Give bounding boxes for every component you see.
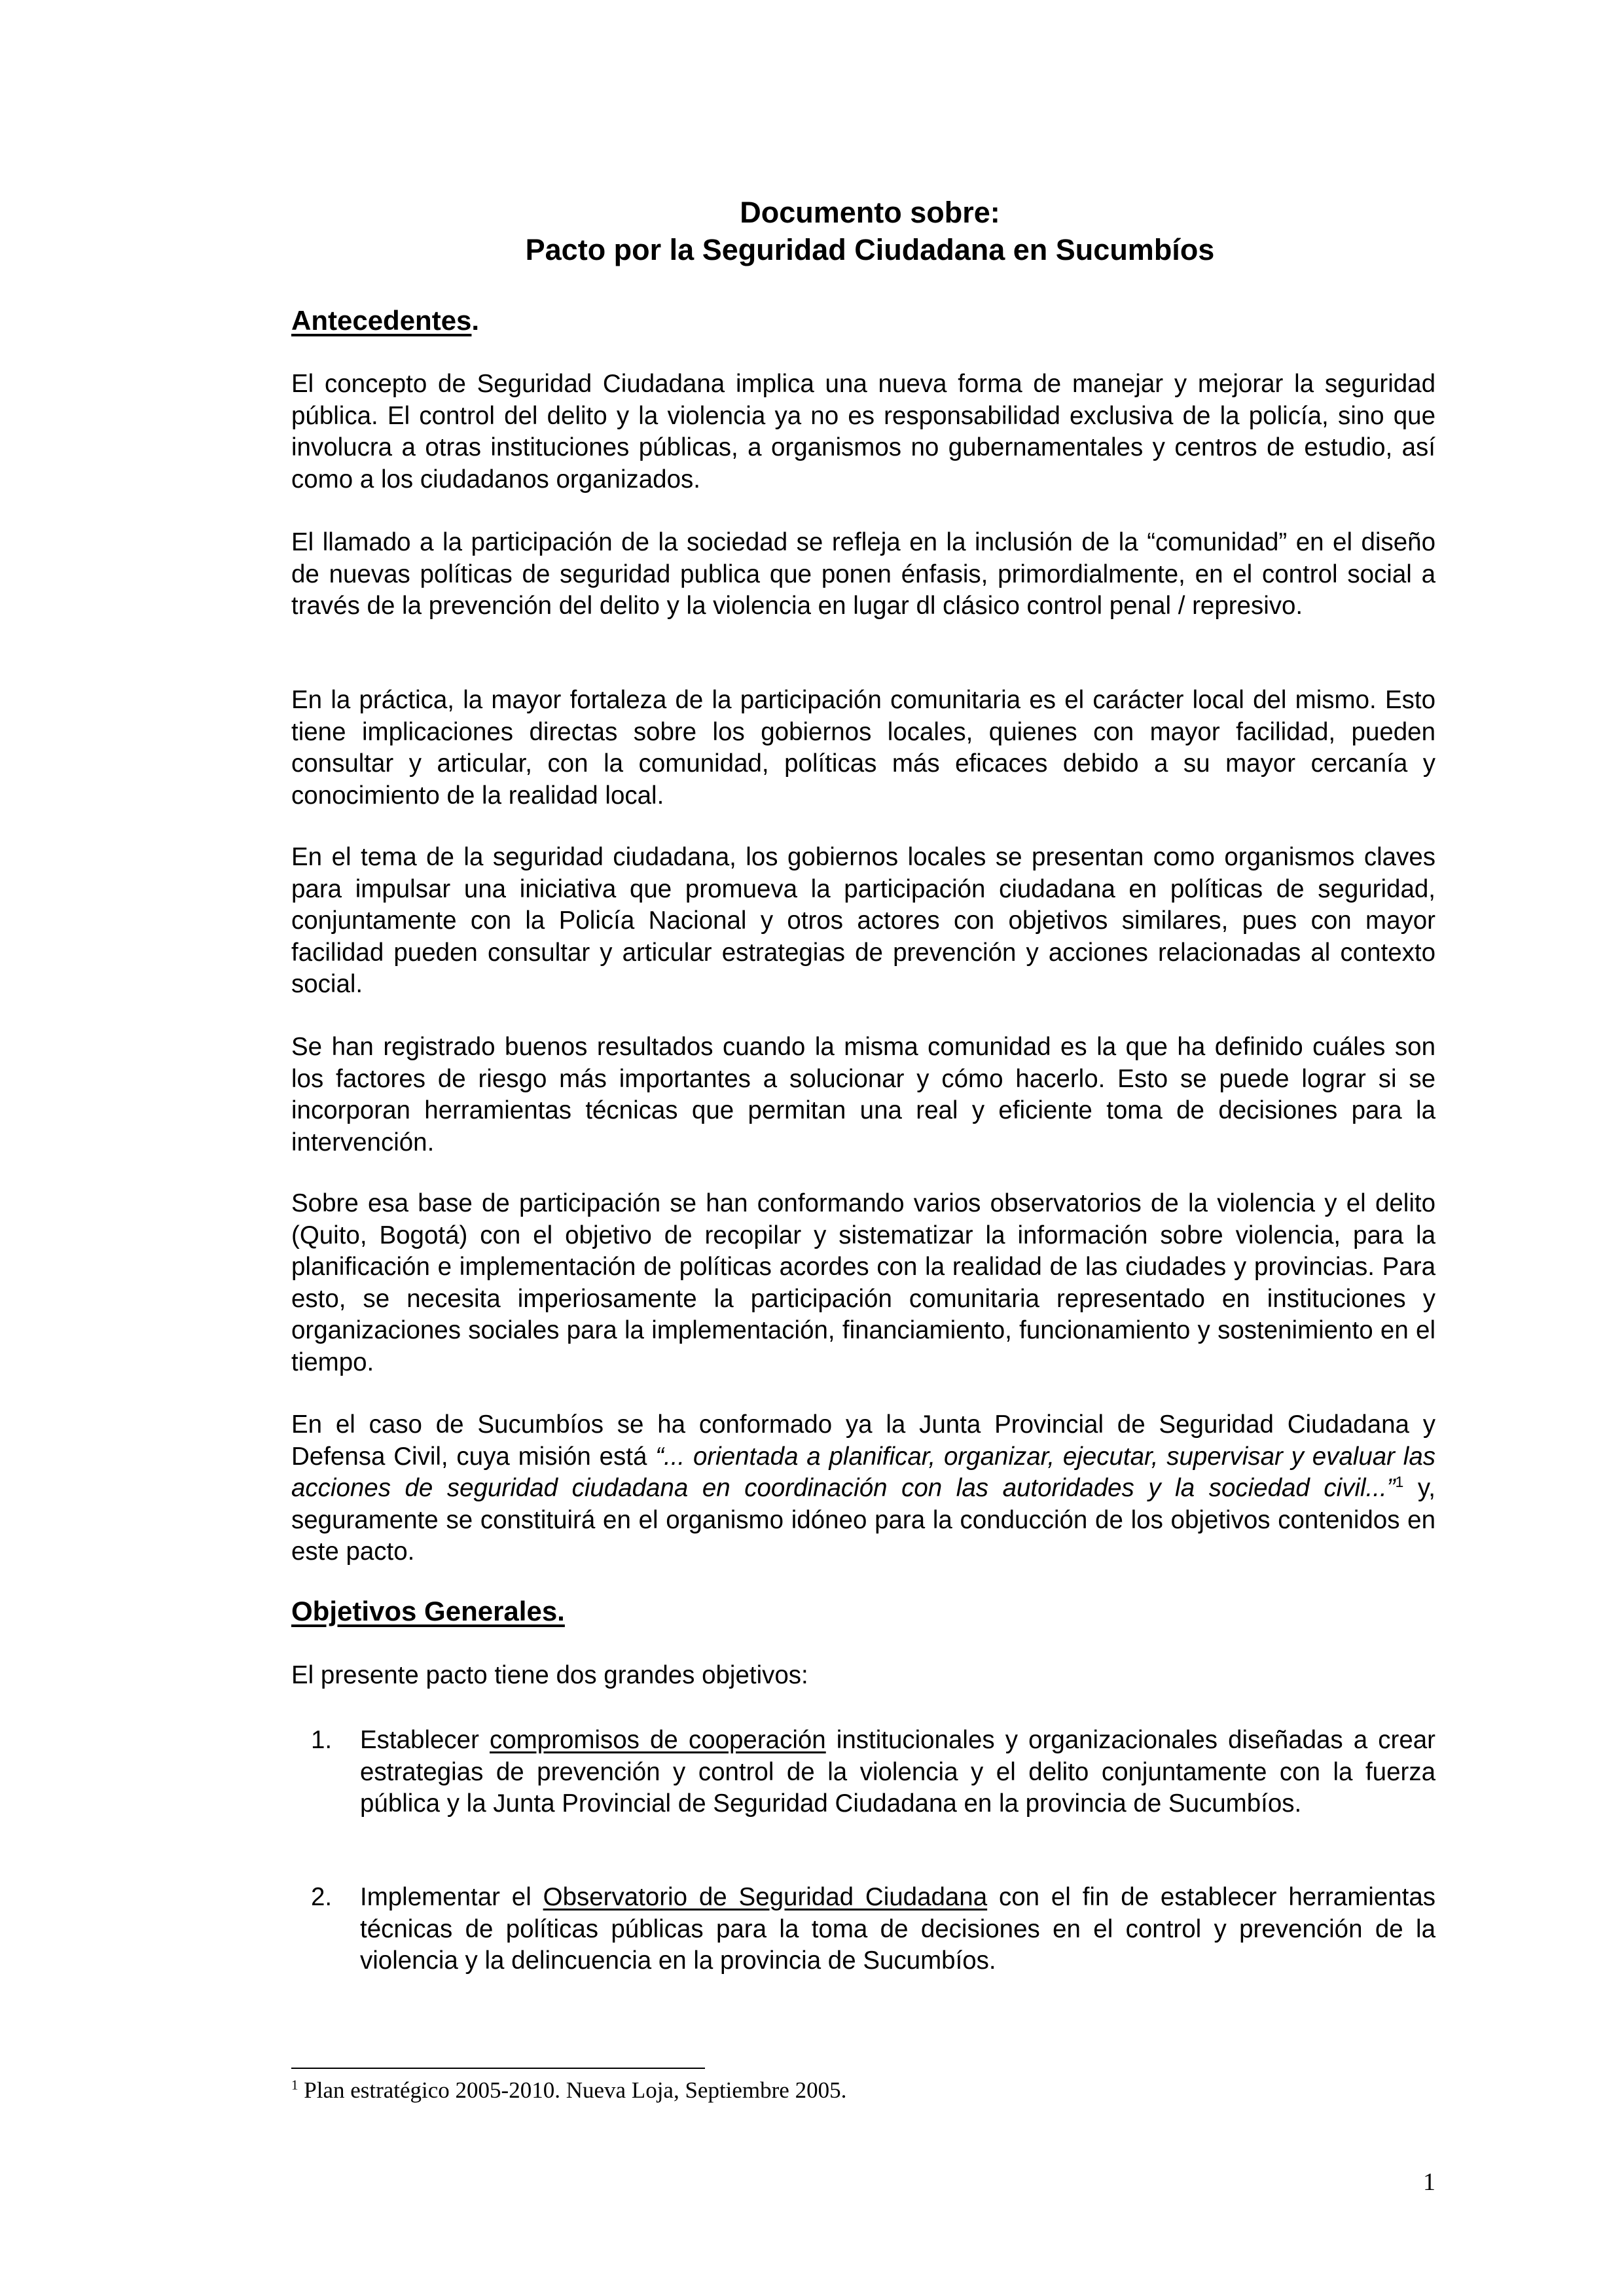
- paragraph-2: El llamado a la participación de la sociedad se refleja en la inclusión de la “comunidad” en el diseño de nuevas políticas de seguridad publica que ponen énfasis, primordialmente, en el control social a través de la prevención del delito y la violencia en lugar dl clásico control penal / represivo.: [291, 528, 1435, 620]
- footnote: [291, 2076, 846, 2105]
- list-item-text-start: Implementar el: [360, 1883, 543, 1911]
- list-item-text-start: Establecer: [360, 1726, 490, 1754]
- footnote-reference: 1: [1395, 1473, 1404, 1491]
- paragraph-7-quote: “... orientada a planificar, organizar, ejecutar, supervisar y evaluar las acciones de seguridad ciudadana en coordinación con las autoridades y la sociedad civil...”: [291, 1442, 1435, 1502]
- list-item-number: 2.: [311, 1883, 333, 1911]
- list-item-number: 1.: [311, 1726, 333, 1754]
- footnote-text: Plan estratégico 2005-2010. Nueva Loja, Septiembre 2005.: [298, 2077, 847, 2103]
- link-observatorio-de-seguridad-ciudadana: Observatorio de Seguridad Ciudadana: [543, 1883, 988, 1911]
- section-heading-antecedentes: [291, 304, 479, 338]
- paragraph-4: En el tema de la seguridad ciudadana, los gobiernos locales se presentan como organismos claves para impulsar una iniciativa que promueva la participación ciudadana en políticas de seguridad, conjuntamente con la Policía Nacional y otros actores con objetivos similares, pues con mayor facilidad pueden consultar y articular estrategias de prevención y acciones relacionadas al contexto social.: [291, 843, 1435, 998]
- list-item-text-end: institucionales y organizacionales diseñadas a crear estrategias de prevención y control de la violencia y el delito conjuntamente con la fuerza pública y la Junta Provincial de Seguridad Ciudadana en la provincia de Sucumbíos.: [360, 1726, 1435, 1818]
- section-heading-objetivos: [291, 1594, 565, 1628]
- document-title-line2: Pacto por la Seguridad Ciudadana en Sucumbíos: [525, 233, 1215, 266]
- page-number: 1: [1423, 2168, 1435, 2196]
- list-item-text-end: con el fin de establecer herramientas técnicas de políticas públicas para la toma de decisiones en el control y prevención de la violencia y la delincuencia en la provincia de Sucumbíos.: [360, 1883, 1436, 1975]
- heading-antecedentes-text: Antecedentes: [291, 305, 472, 336]
- paragraph-5: Se han registrado buenos resultados cuando la misma comunidad es la que ha definido cuáles son los factores de riesgo más importantes a solucionar y cómo hacerlo. Esto se puede lograr si se incorporan herramientas técnicas que permitan una real y eficiente toma de decisiones para la intervención.: [291, 1033, 1435, 1157]
- footnote-separator: [291, 2068, 705, 2069]
- objetivos-intro: El presente pacto tiene dos grandes objetivos:: [291, 1661, 808, 1689]
- list-item-text: [360, 1725, 1435, 1820]
- paragraph-1: El concepto de Seguridad Ciudadana implica una nueva forma de manejar y mejorar la seguridad pública. El control del delito y la violencia ya no es responsabilidad exclusiva de la policía, sino que involucra a otras instituciones públicas, a organismos no gubernamentales y centros de estudio, así como a los ciudadanos organizados.: [291, 370, 1435, 493]
- paragraph-7: [291, 1409, 1435, 1568]
- list-item-text: [360, 1882, 1435, 1977]
- heading-antecedentes-period: .: [471, 305, 480, 336]
- paragraph-3: En la práctica, la mayor fortaleza de la participación comunitaria es el carácter local del mismo. Esto tiene implicaciones directas sobre los gobiernos locales, quienes con mayor facilidad, pueden consultar y articular, con la comunidad, políticas más eficaces debido a su mayor cercanía y conocimiento de la realidad local.: [291, 686, 1435, 810]
- link-compromisos-de-cooperacion: compromisos de cooperación: [490, 1726, 826, 1754]
- paragraph-6: Sobre esa base de participación se han conformando varios observatorios de la violencia y el delito (Quito, Bogotá) con el objetivo de recopilar y sistematizar la información sobre violencia, para la planificación e implementación de políticas acordes con la realidad de las ciudades y provincias. Para esto, se necesita imperiosamente la participación comunitaria representado en instituciones y organizaciones sociales para la implementación, financiamiento, funcionamiento y sostenimiento en el tiempo.: [291, 1189, 1435, 1376]
- document-title-line1: Documento sobre:: [740, 196, 1000, 229]
- heading-objetivos-text: Objetivos Generales.: [291, 1596, 565, 1626]
- paragraph-7-end: y, seguramente se constituirá en el organismo idóneo para la conducción de los objetivos contenidos en este pacto.: [291, 1474, 1435, 1566]
- footnote-marker: 1: [291, 2077, 298, 2093]
- paragraph-7-start: En el caso de Sucumbíos se ha conformado ya la Junta Provincial de Seguridad Ciudadana y Defensa Civil, cuya misión está: [291, 1410, 1435, 1471]
